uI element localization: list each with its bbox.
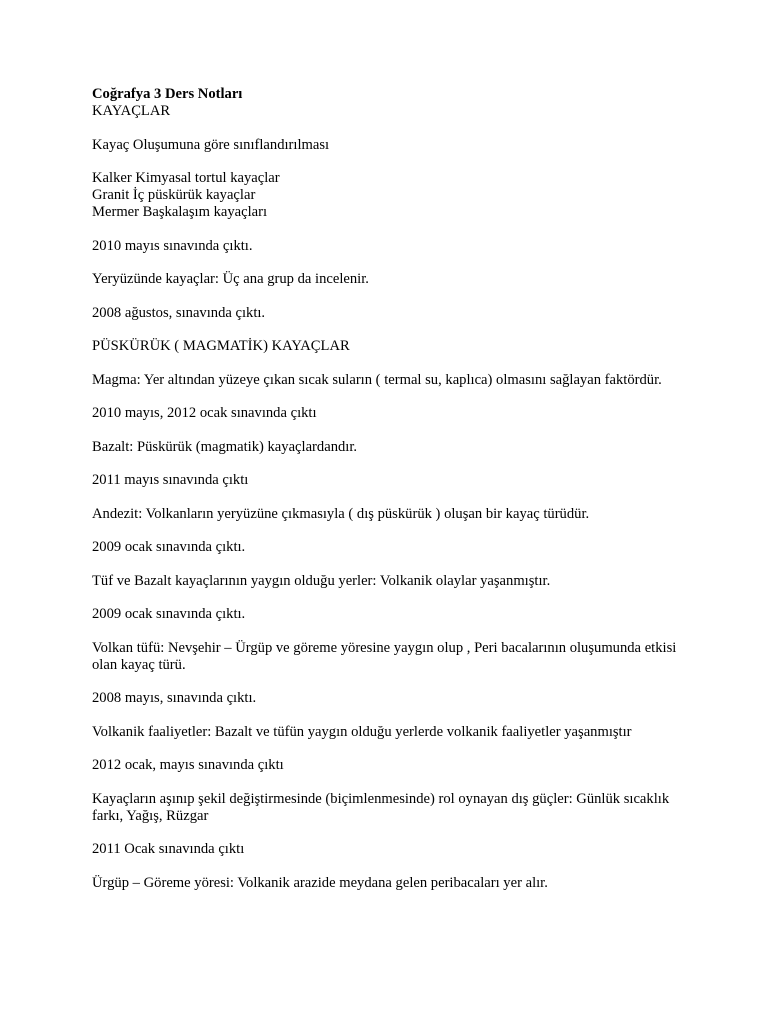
list-item: Granit İç püskürük kayaçlar [92, 187, 256, 203]
exam-note: 2012 ocak, mayıs sınavında çıktı [92, 757, 284, 773]
exam-note: 2008 mayıs, sınavında çıktı. [92, 690, 257, 706]
paragraph: Kayaçların aşınıp şekil değiştirmesinde (biçimlenmesinde) rol oynayan dış güçler: Günlük sıcaklık farkı, Yağış, Rüzgar [92, 790, 670, 824]
exam-note: 2010 mayıs sınavında çıktı. [92, 237, 253, 254]
paragraph: Yeryüzünde kayaçlar: Üç ana grup da incelenir. [92, 271, 369, 287]
exam-note: 2011 Ocak sınavında çıktı [92, 841, 245, 857]
document-title: Coğrafya 3 Ders Notları [92, 86, 243, 102]
paragraph: Volkanik faaliyetler: Bazalt ve tüfün yaygın olduğu yerlerde volkanik faaliyetler yaşanmıştır [92, 723, 632, 740]
exam-note: 2008 ağustos, sınavında çıktı. [92, 304, 266, 321]
exam-note: 2011 mayıs sınavında çıktı [92, 472, 249, 488]
exam-note: 2010 mayıs, 2012 ocak sınavında çıktı [92, 405, 317, 421]
paragraph: Ürgüp – Göreme yöresi: Volkanik arazide meydana gelen peribacaları yer alır. [92, 874, 548, 891]
rock-list [92, 170, 692, 221]
list-item: Mermer Başkalaşım kayaçları [92, 204, 268, 220]
list-item: Kalker Kimyasal tortul kayaçlar [92, 170, 280, 186]
document-subheading: Kayaç Oluşumuna göre sınıflandırılması [92, 136, 330, 153]
exam-note: 2009 ocak sınavında çıktı. [92, 539, 246, 555]
paragraph: Volkan tüfü: Nevşehir – Ürgüp ve göreme yöresine yaygın olup , Peri bacalarının oluşumunda etkisi olan kayaç türü. [92, 639, 677, 673]
paragraph: Tüf ve Bazalt kayaçlarının yaygın olduğu yerler: Volkanik olaylar yaşanmıştır. [92, 572, 551, 589]
document-heading: KAYAÇLAR [92, 103, 171, 119]
paragraph: Bazalt: Püskürük (magmatik) kayaçlardandır. [92, 438, 358, 455]
paragraph: Andezit: Volkanların yeryüzüne çıkmasıyla ( dış püskürük ) oluşan bir kayaç türüdür. [92, 505, 590, 522]
document-page [92, 86, 692, 908]
exam-note: 2009 ocak sınavında çıktı. [92, 606, 246, 622]
paragraph: Magma: Yer altından yüzeye çıkan sıcak suların ( termal su, kaplıca) olmasını sağlayan faktördür. [92, 371, 662, 388]
section-heading: PÜSKÜRÜK ( MAGMATİK) KAYAÇLAR [92, 338, 350, 354]
